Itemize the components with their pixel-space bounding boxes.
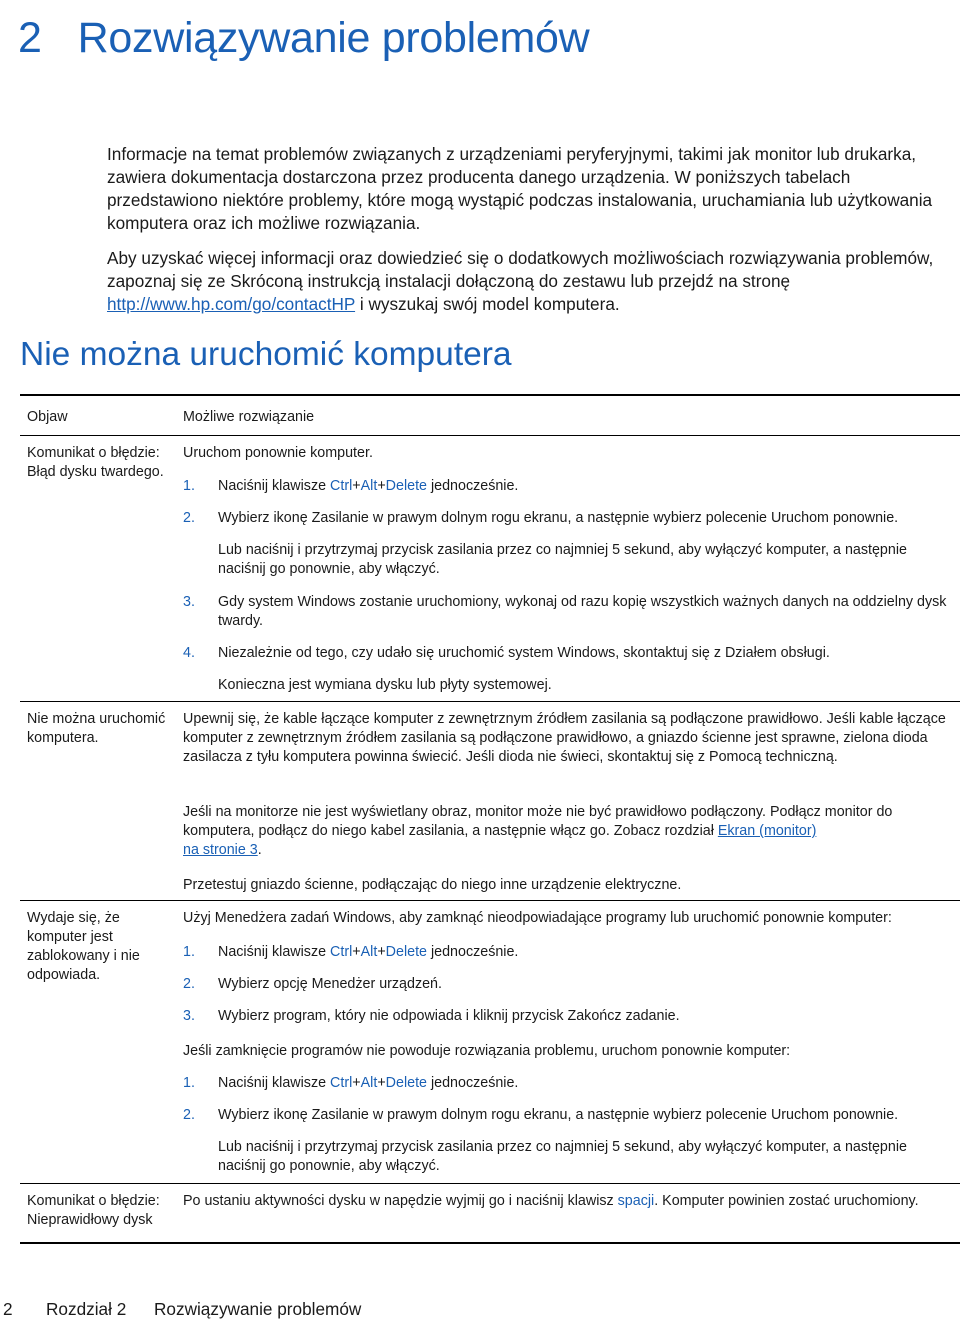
row3-paragraph-2: Jeśli zamknięcie programów nie powoduje rozwiązania problemu, uruchom ponownie komputer: xyxy=(183,1043,791,1059)
ctrl-key: Ctrl xyxy=(330,1075,353,1091)
space-key: spacji xyxy=(617,1193,655,1209)
row1-step4-number: 4. xyxy=(183,645,195,661)
restart-option: Uruchom ponownie xyxy=(770,510,895,526)
device-manager-option: Menedżer urządzeń xyxy=(311,976,439,992)
row3-step1-end: jednocześnie. xyxy=(427,944,519,960)
header-solution: Możliwe rozwiązanie xyxy=(183,409,315,425)
row3-step1 xyxy=(218,943,953,962)
row2-symptom: Nie można uruchomić komputera. xyxy=(27,711,166,746)
footer-chapter: Rozdział 2 xyxy=(46,1299,127,1319)
table-bottom-rule xyxy=(20,1242,960,1244)
row1-step3-number: 3. xyxy=(183,594,195,610)
row3-step2-c: . xyxy=(438,976,442,992)
delete-key: Delete xyxy=(385,944,427,960)
alt-key: Alt xyxy=(360,944,378,960)
row3-substep2-a: Wybierz ikonę xyxy=(218,1107,312,1123)
plus-sign: + xyxy=(352,478,361,494)
row1-intro: Uruchom ponownie komputer. xyxy=(183,445,373,461)
ctrl-key: Ctrl xyxy=(330,478,353,494)
plus-sign: + xyxy=(352,1075,361,1091)
row3-intro-c: , aby zamknąć nieodpowiadające programy lub uruchomić ponownie komputer: xyxy=(391,910,892,926)
footer-title: Rozwiązywanie problemów xyxy=(154,1299,362,1319)
row4-solution-end: . Komputer powinien zostać uruchomiony. xyxy=(654,1193,919,1209)
task-manager-label: Menedżera zadań Windows xyxy=(214,910,392,926)
restart-option: Uruchom ponownie xyxy=(770,1107,895,1123)
plus-sign: + xyxy=(377,478,386,494)
row1-step2-c: w prawym dolnym rogu ekranu, a następnie wybierz polecenie xyxy=(368,510,771,526)
row3-substep2-number: 2. xyxy=(183,1107,195,1123)
row3-step2 xyxy=(218,975,953,994)
delete-key: Delete xyxy=(385,1075,427,1091)
row4-symptom: Komunikat o błędzie: Nieprawidłowy dysk xyxy=(27,1193,160,1228)
row3-step3-number: 3. xyxy=(183,1008,195,1024)
row3-step1-number: 1. xyxy=(183,944,195,960)
row3-substep2-alt xyxy=(218,1138,953,1176)
row1-step2-alt xyxy=(218,541,953,579)
plus-sign: + xyxy=(377,1075,386,1091)
section-title: Nie można uruchomić komputera xyxy=(20,336,512,373)
plus-sign: + xyxy=(352,944,361,960)
row2-paragraph-3: Przetestuj gniazdo ścienne, podłączając do niego inne urządzenie elektryczne. xyxy=(183,877,682,893)
row1-step4: Niezależnie od tego, czy udało się uruchomić system Windows, skontaktuj się z Działem obsługi. xyxy=(218,645,830,661)
row3-step3-a: Wybierz program, który nie odpowiada i kliknij przycisk xyxy=(218,1008,568,1024)
intro-p2-text: Aby uzyskać więcej informacji oraz dowiedzieć się o dodatkowych możliwościach rozwiązywania problemów, zapoznaj się ze Skróconą instrukcją instalacji dołączoną do zestawu lub przejdź na stronę xyxy=(107,248,934,291)
row3-step2-number: 2. xyxy=(183,976,195,992)
intro-paragraph-1: Informacje na temat problemów związanych z urządzeniami peryferyjnymi, takimi jak monitor lub drukarka, zawiera dokumentacja dostarczona przez producenta danego urządzenia. W poniższych tabelach przedstawiono niektóre problemy, które mogą wystąpić podczas instalowania, uruchamiania lub użytkowania komputera oraz ich możliwe rozwiązania. xyxy=(107,144,933,233)
row2-rule xyxy=(20,900,960,901)
page-3-link[interactable]: na stronie 3 xyxy=(183,842,258,858)
row3-substep1 xyxy=(218,1074,953,1093)
row2-paragraph-1: Upewnij się, że kable łączące komputer z zewnętrznym źródłem zasilania są podłączone prawidłowo. Jeśli kable łączące komputer z zewnętrznym źródłem zasilania są podłączone prawidłowo, a gniazdo ścienne jest sprawne, zielona dioda zasilacza z tyłu komputera powinna świecić. Jeśli dioda nie świeci, skontaktuj się z Pomocą techniczną. xyxy=(183,711,946,765)
row1-step2 xyxy=(218,509,953,528)
monitor-section-link[interactable]: Ekran (monitor) xyxy=(717,823,817,839)
row1-step3: Gdy system Windows zostanie uruchomiony, wykonaj od razu kopię wszystkich ważnych danych na oddzielny dysk twardy. xyxy=(218,594,947,629)
row3-symptom: Wydaje się, że komputer jest zablokowany i nie odpowiada. xyxy=(27,910,140,983)
alt-key: Alt xyxy=(360,1075,378,1091)
row1-step1-number: 1. xyxy=(183,478,195,494)
plus-sign: + xyxy=(377,944,386,960)
header-symptom: Objaw xyxy=(27,409,68,425)
header-rule xyxy=(20,435,960,436)
alt-key: Alt xyxy=(360,478,378,494)
row3-step3-c: . xyxy=(675,1008,680,1024)
power-option: Zasilanie xyxy=(311,1107,369,1123)
row3-step3 xyxy=(218,1007,953,1026)
chapter-title xyxy=(18,14,589,63)
row3-rule xyxy=(20,1183,960,1184)
row2-paragraph-2 xyxy=(183,803,953,860)
end-task-button-label: Zakończ zadanie xyxy=(567,1008,676,1024)
intro-paragraph-2 xyxy=(107,247,952,316)
row3-substep1-text: Naciśnij klawisze xyxy=(218,1075,331,1091)
row4-solution xyxy=(183,1192,953,1211)
ctrl-key: Ctrl xyxy=(330,944,353,960)
or-label: Lub xyxy=(218,542,242,558)
row2-p2-end: . xyxy=(257,842,262,858)
contact-hp-link[interactable]: http://www.hp.com/go/contactHP xyxy=(107,294,356,314)
delete-key: Delete xyxy=(385,478,427,494)
row3-substep1-end: jednocześnie. xyxy=(427,1075,519,1091)
footer-page-number: 2 xyxy=(3,1299,13,1319)
row1-step1-end: jednocześnie. xyxy=(427,478,519,494)
row1-step4-note: Konieczna jest wymiana dysku lub płyty systemowej. xyxy=(218,677,552,693)
row3-intro xyxy=(183,909,953,928)
row1-rule xyxy=(20,701,960,702)
row1-step2-number: 2. xyxy=(183,510,195,526)
row1-step2-alt-text: naciśnij i przytrzymaj przycisk zasilania przez co najmniej 5 sekund, aby wyłączyć komputer, a następnie naciśnij go ponownie, aby włączyć. xyxy=(218,542,907,577)
chapter-number: 2 xyxy=(18,14,42,62)
table-top-rule xyxy=(20,394,960,396)
row3-intro-a: Użyj xyxy=(183,910,215,926)
row3-substep2-c: w prawym dolnym rogu ekranu, a następnie wybierz polecenie xyxy=(368,1107,771,1123)
row3-substep2-e: . xyxy=(894,1107,899,1123)
row1-step2-e: . xyxy=(894,510,899,526)
row3-substep2 xyxy=(218,1106,953,1125)
row3-step2-a: Wybierz opcję xyxy=(218,976,312,992)
or-label: Lub xyxy=(218,1139,242,1155)
row4-solution-text: Po ustaniu aktywności dysku w napędzie wyjmij go i naciśnij klawisz xyxy=(183,1193,618,1209)
row1-symptom: Komunikat o błędzie: Błąd dysku twardego. xyxy=(27,445,164,480)
row1-step2-a: Wybierz ikonę xyxy=(218,510,312,526)
row2-p2-text: Jeśli na monitorze nie jest wyświetlany obraz, monitor może nie być prawidłowo podłączony. Podłącz monitor do komputera, podłącz do niego kabel zasilania, a następnie włącz go. Zobacz rozdział xyxy=(183,804,893,839)
row1-step1 xyxy=(218,477,953,496)
intro-p2-end: i wyszukaj swój model komputera. xyxy=(355,294,620,314)
power-option: Zasilanie xyxy=(311,510,369,526)
chapter-title-text: Rozwiązywanie problemów xyxy=(77,14,590,62)
row3-substep2-alt-text: naciśnij i przytrzymaj przycisk zasilania przez co najmniej 5 sekund, aby wyłączyć komputer, a następnie naciśnij go ponownie, aby włączyć. xyxy=(218,1139,907,1174)
row1-step1-text: Naciśnij klawisze xyxy=(218,478,331,494)
row3-step1-text: Naciśnij klawisze xyxy=(218,944,331,960)
row3-substep1-number: 1. xyxy=(183,1075,195,1091)
